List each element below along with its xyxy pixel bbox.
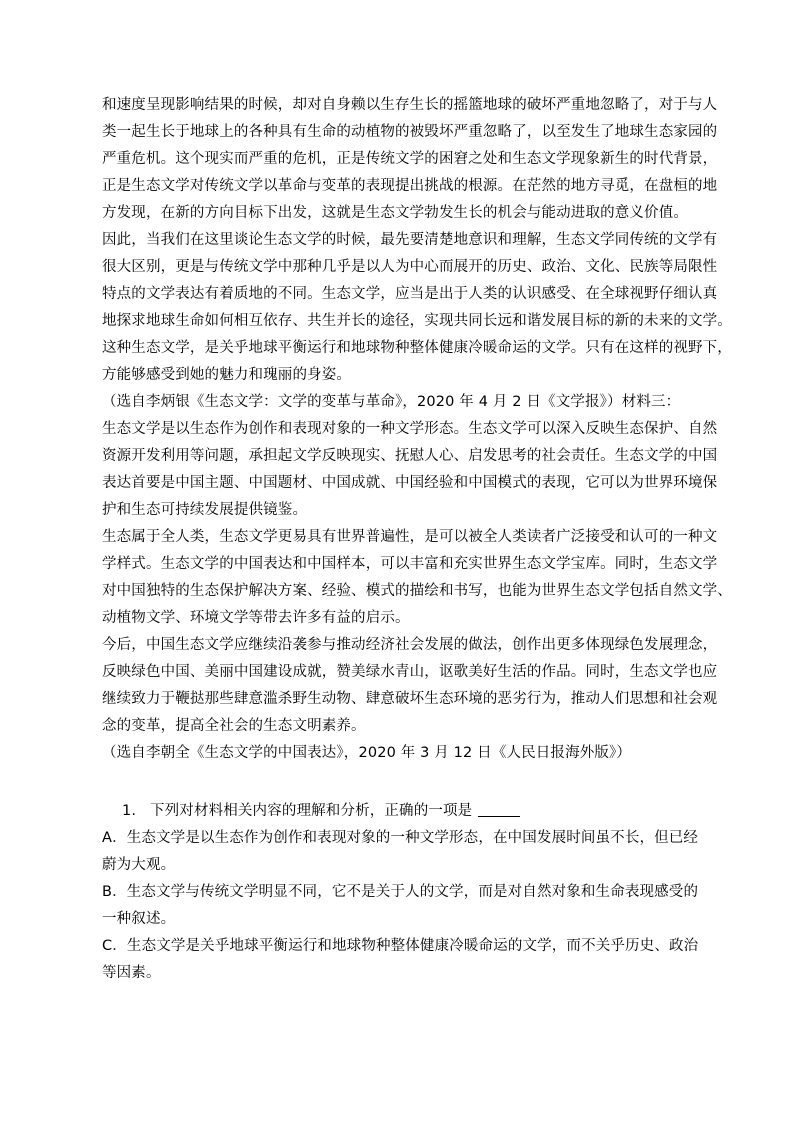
passage-line: 严重危机。这个现实而严重的危机，正是传统文学的困窘之处和生态文学现象新生的时代背景， (102, 151, 718, 167)
passage-line: 这种生态文学，是关乎地球平衡运行和地球物种整体健康冷暖命运的文学。只有在这样的视野下， (102, 340, 732, 356)
question-text: 下列对材料相关内容的理解和分析，正确的一项是 (150, 803, 473, 819)
passage-line: 因此，当我们在这里谈论生态文学的时候，最先要清楚地意识和理解，生态文学同传统的文学有 (102, 232, 718, 248)
passage-line: 方发现，在新的方向目标下出发，这就是生态文学勃发生长的机会与能动进取的意义价值。 (102, 205, 688, 221)
passage-line: 表达首要是中国主题、中国题材、中国成就、中国经验和中国模式的表现，它可以为世界环境保 (102, 475, 718, 491)
passage-line: 很大区别，更是与传统文学中那种几乎是以人为中心而展开的历史、政治、文化、民族等局限性 (102, 259, 718, 275)
passage-line: 生态属于全人类，生态文学更易具有世界普遍性，是可以被全人类读者广泛接受和认可的一种文 (102, 529, 718, 545)
passage-line: 继续致力于鞭挞那些肆意滥杀野生动物、肆意破坏生态环境的恶劣行为，推动人们思想和社会观 (102, 691, 718, 707)
option-c-cont: 等因素。 (102, 965, 161, 981)
passage-line: 和速度呈现影响结果的时候，却对自身赖以生存生长的摇篮地球的破坏严重地忽略了，对于与人 (102, 97, 718, 113)
passage-line: 正是生态文学对传统文学以革命与变革的表现提出挑战的根源。在茫然的地方寻觅，在盘桓的地 (102, 178, 718, 194)
passage-line: 动植物文学、环境文学等带去许多有益的启示。 (102, 610, 410, 626)
passage-line: 护和生态可持续发展提供镜鉴。 (102, 502, 308, 518)
passage-line: 资源开发利用等问题，承担起文学反映现实、抚慰人心、启发思考的社会责任。生态文学的中国 (102, 448, 718, 464)
source-citation: （选自李朝全《生态文学的中国表达》，2020 年 3 月 12 日《人民日报海外版》） (102, 745, 632, 761)
question-stem (122, 802, 520, 820)
passage-line: 念的变革，提高全社会的生态文明素养。 (102, 718, 366, 734)
source-citation: （选自李炳银《生态文学：文学的变革与革命》，2020 年 4 月 2 日《文学报》）材料三： (102, 394, 681, 410)
option-a: A．生态文学是以生态作为创作和表现对象的一种文学形态，在中国发展时间虽不长，但已经 (102, 830, 699, 846)
option-a-cont: 蔚为大观。 (102, 857, 176, 873)
passage-line: 方能够感受到她的魅力和瑰丽的身姿。 (102, 367, 352, 383)
passage-line: 今后，中国生态文学应继续沿袭参与推动经济社会发展的做法，创作出更多体现绿色发展理念， (102, 637, 718, 653)
option-c: C．生态文学是关乎地球平衡运行和地球物种整体健康冷暖命运的文学，而不关乎历史、政治 (102, 938, 699, 954)
passage-line: 地探求地球生命如何相互依存、共生并长的途径，实现共同长远和谐发展目标的新的未来的文学。 (102, 313, 732, 329)
passage-line: 特点的文学表达有着质地的不同。生态文学，应当是出于人类的认识感受、在全球视野仔细认真 (102, 286, 718, 302)
question-number: 1. (122, 803, 137, 819)
passage-line: 生态文学是以生态作为创作和表现对象的一种文学形态。生态文学可以深入反映生态保护、自然 (102, 421, 718, 437)
passage-line: 学样式。生态文学的中国表达和中国样本，可以丰富和充实世界生态文学宝库。同时，生态文学 (102, 556, 718, 572)
passage-line: 类一起生长于地球上的各种具有生命的动植物的被毁坏严重忽略了，以至发生了地球生态家园的 (102, 124, 718, 140)
option-b: B．生态文学与传统文学明显不同，它不是关于人的文学，而是对自然对象和生命表现感受的 (102, 884, 699, 900)
answer-blank[interactable] (478, 802, 520, 817)
passage-line: 反映绿色中国、美丽中国建设成就，赞美绿水青山，讴歌美好生活的作品。同时，生态文学也应 (102, 664, 718, 680)
passage-line: 对中国独特的生态保护解决方案、经验、模式的描绘和书写，也能为世界生态文学包括自然文学、 (102, 583, 732, 599)
option-b-cont: 一种叙述。 (102, 911, 176, 927)
